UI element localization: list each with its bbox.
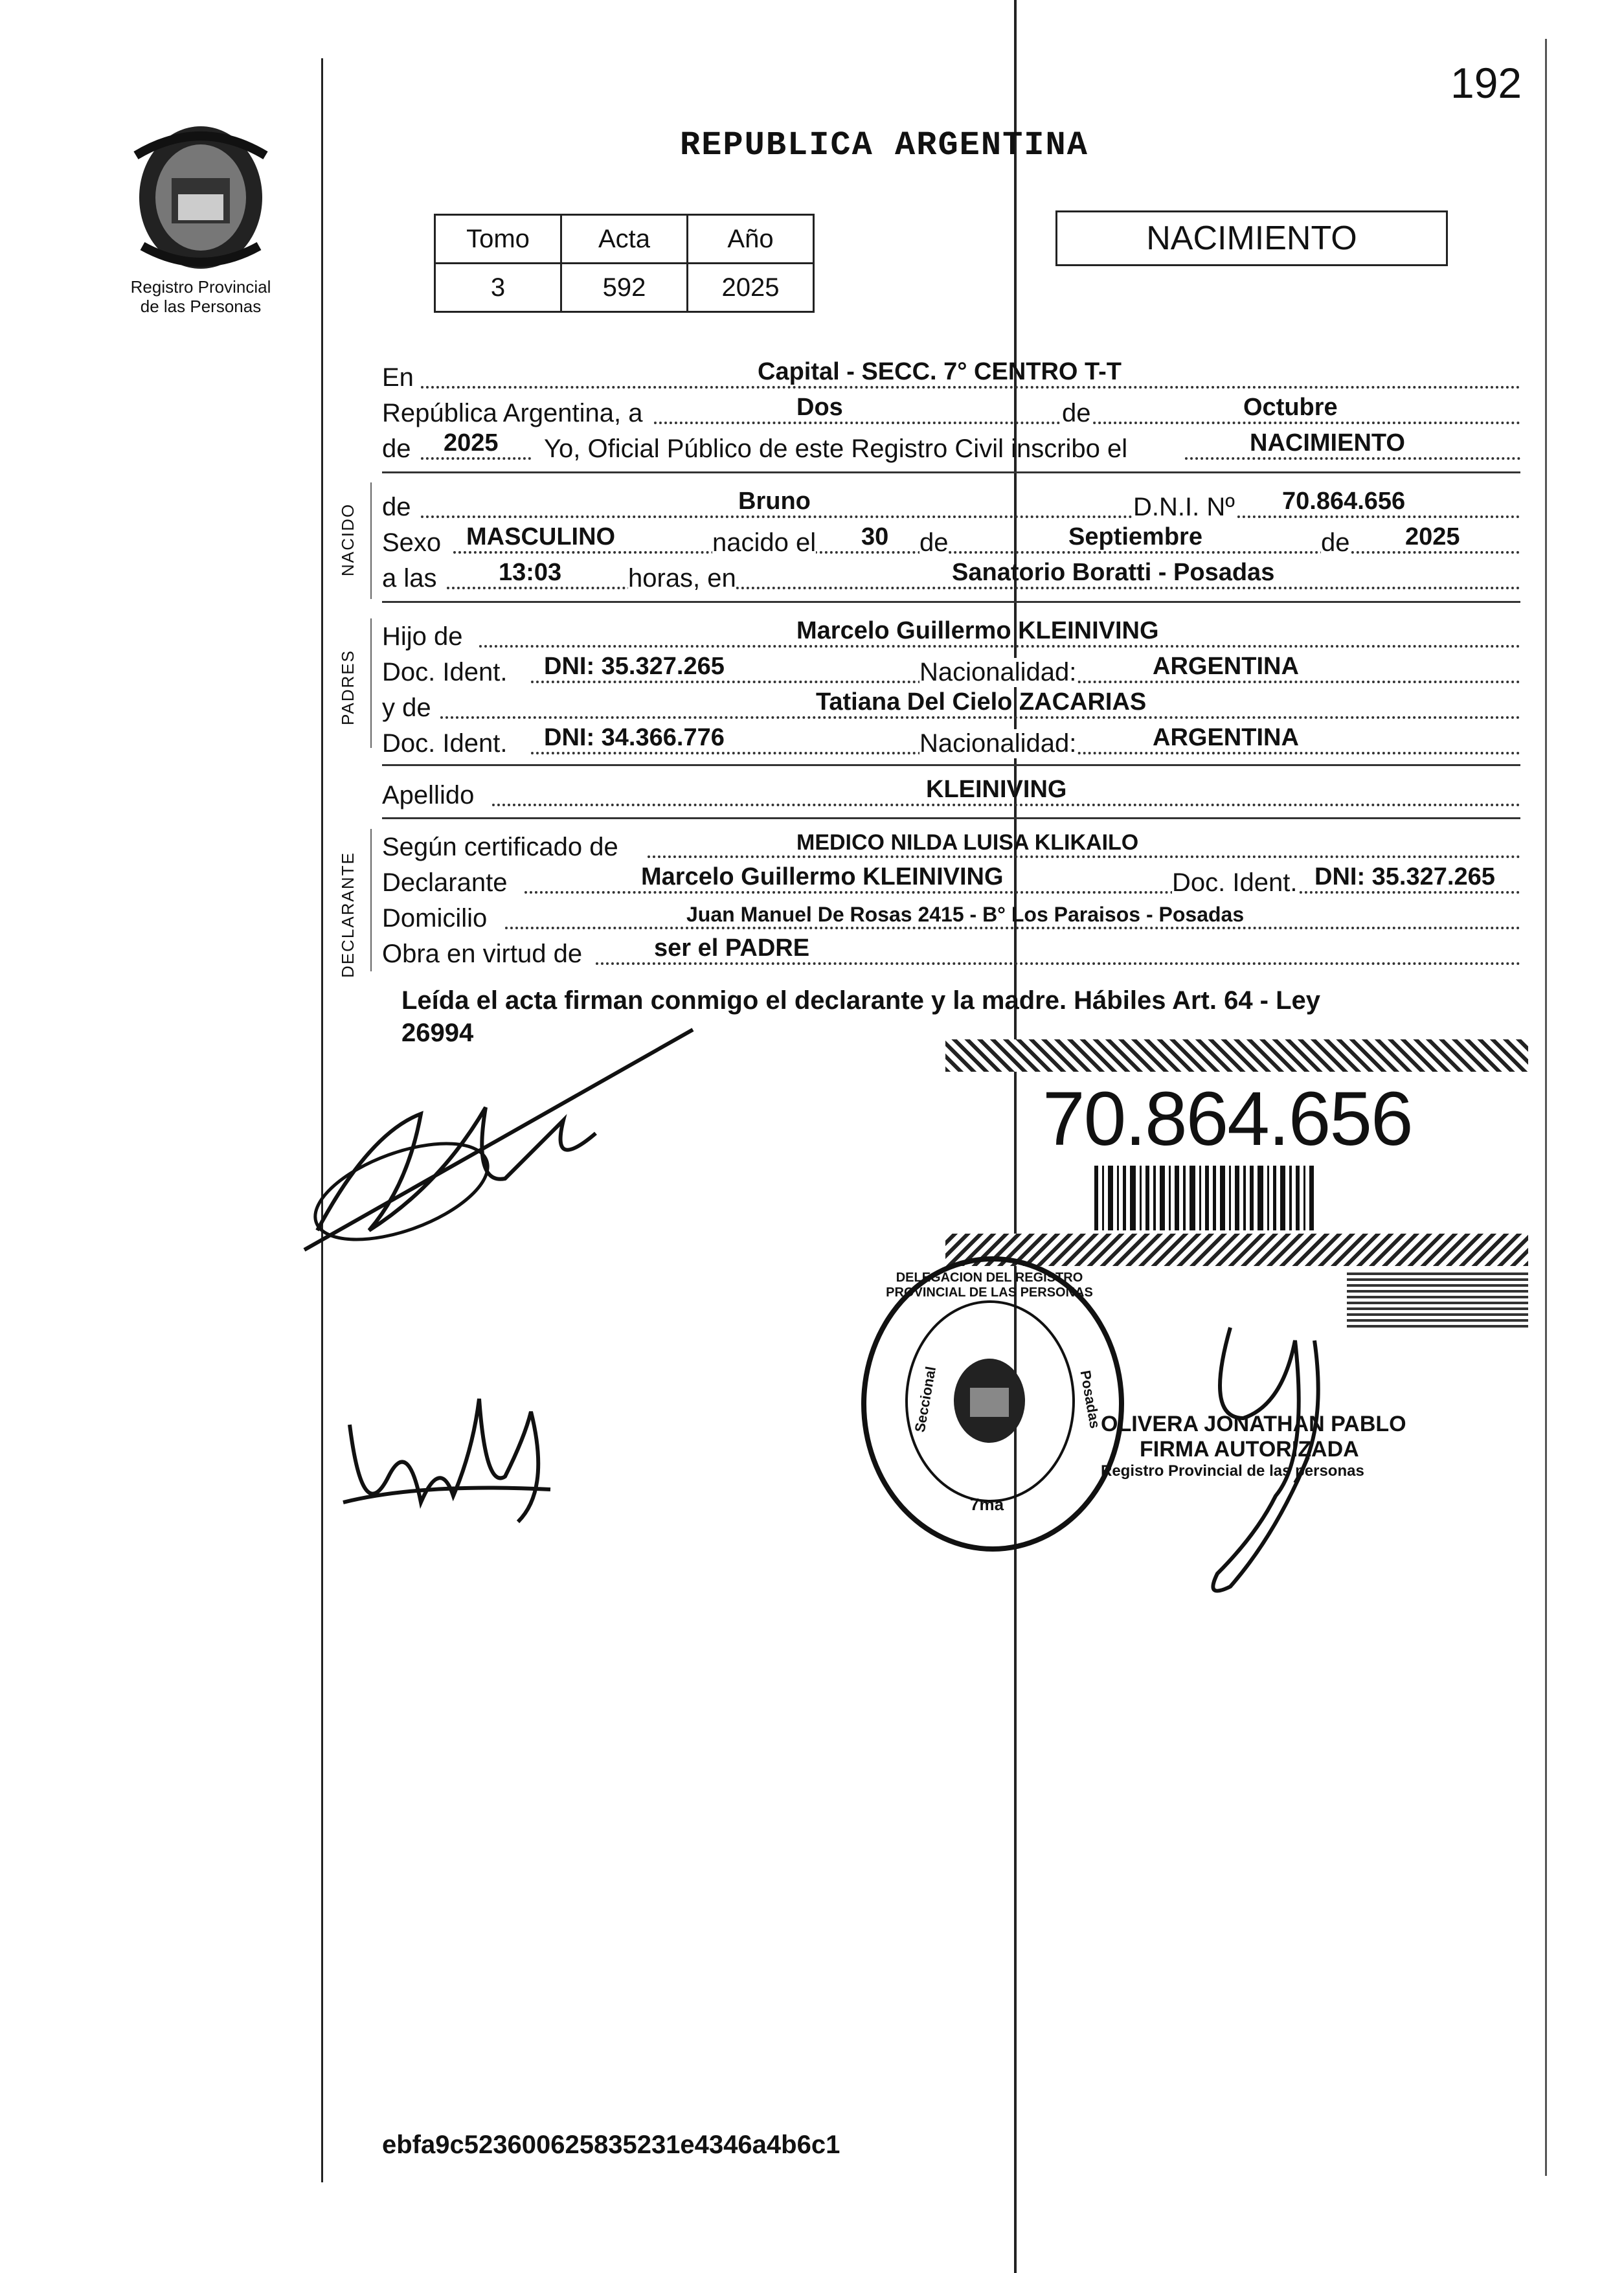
row-obra (382, 933, 1520, 971)
label-horas-en: horas, en (628, 564, 736, 593)
value-dni: 70.864.656 (1282, 488, 1406, 515)
divider (382, 471, 1520, 473)
dots (524, 891, 1520, 894)
dots (440, 716, 1520, 719)
value-padre-nac: ARGENTINA (1153, 653, 1299, 680)
label-sexo: Sexo (382, 528, 442, 557)
declarante-bracket (370, 829, 372, 971)
value-madre: Tatiana Del Cielo ZACARIAS (816, 688, 1147, 716)
label-nacido-el: nacido el (712, 528, 817, 557)
stamp-inner-right: Posadas (1077, 1369, 1103, 1430)
label-de3: de (919, 528, 949, 557)
table-value-anio: 2025 (688, 264, 814, 312)
closing-line1: Leída el acta firman conmigo el declarante y la madre. Hábiles Art. 64 - Ley (401, 986, 1321, 1015)
record-table (434, 214, 815, 313)
label-doc-ident: Doc. Ident. (382, 658, 508, 686)
label-yo-oficial: Yo, Oficial Público de este Registro Civil inscribo el (544, 435, 1128, 463)
table-header-tomo: Tomo (435, 215, 561, 264)
table-header-acta: Acta (561, 215, 688, 264)
value-anio-registro: 2025 (444, 429, 499, 457)
divider (382, 817, 1520, 819)
value-hora: 13:03 (499, 559, 562, 586)
label-de: de (1062, 399, 1091, 427)
value-lugar-nacimiento: Sanatorio Boratti - Posadas (952, 559, 1275, 586)
row-apellido (382, 774, 1520, 813)
barcode (1094, 1166, 1405, 1230)
value-nacido-anio: 2025 (1405, 523, 1460, 550)
value-padre-doc: DNI: 35.327.265 (544, 653, 725, 680)
label-decl-doc: Doc. Ident. (1172, 868, 1298, 897)
official-block (1101, 1412, 1406, 1480)
label-segun-certificado: Según certificado de (382, 833, 618, 861)
dots (505, 927, 1520, 929)
dots (479, 645, 1520, 648)
dots (421, 457, 531, 460)
divider (382, 764, 1520, 766)
record-type-box (1055, 210, 1448, 266)
security-pattern-bottom (945, 1234, 1528, 1266)
province-logo (117, 117, 285, 278)
value-inscribe: NACIMIENTO (1250, 429, 1405, 457)
dots (447, 587, 1520, 589)
row-padre (382, 615, 1520, 654)
section-label-padres: PADRES (338, 650, 357, 725)
right-edge-line (1545, 39, 1547, 2176)
row-nombre (382, 486, 1520, 525)
table-header-anio: Año (688, 215, 814, 264)
value-apellido: KLEINIVING (926, 776, 1067, 803)
logo-caption-line1: Registro Provincial (130, 277, 271, 297)
label-declarante: Declarante (382, 868, 508, 897)
dots (421, 386, 1520, 389)
label-nacionalidad: Nacionalidad: (919, 658, 1077, 686)
label-a-las: a las (382, 564, 437, 593)
label-doc-ident-madre: Doc. Ident. (382, 729, 508, 758)
row-en (382, 356, 1520, 395)
row-inscripcion (382, 427, 1520, 466)
label-republica: República Argentina, a (382, 399, 643, 427)
dots (1185, 457, 1520, 460)
table-value-tomo: 3 (435, 264, 561, 312)
label-de2: de (382, 435, 411, 463)
page-number: 192 (1450, 59, 1522, 107)
value-nacido-mes: Septiembre (1068, 523, 1202, 550)
row-certificado (382, 826, 1520, 865)
padres-bracket (370, 618, 372, 748)
record-type: NACIMIENTO (1146, 220, 1357, 257)
dots (421, 515, 1520, 518)
row-domicilio (382, 897, 1520, 936)
value-nombre: Bruno (738, 488, 811, 515)
row-declarante (382, 861, 1520, 900)
label-dni: D.N.I. Nº (1133, 493, 1235, 521)
value-sexo: MASCULINO (466, 523, 616, 550)
closing-line2: 26994 (401, 1019, 474, 1047)
value-nacido-dia: 30 (861, 523, 889, 550)
document-title: REPUBLICA ARGENTINA (680, 126, 1088, 164)
label-en: En (382, 363, 414, 392)
dots (453, 551, 1520, 554)
document-hash: ebfa9c523600625835231e4346a4b6c1 (382, 2131, 840, 2159)
row-padre-doc (382, 651, 1520, 690)
official-office: Registro Provincial de las personas (1101, 1462, 1364, 1480)
value-madre-doc: DNI: 34.366.776 (544, 724, 725, 751)
label-apellido: Apellido (382, 781, 475, 809)
value-decl-doc: DNI: 35.327.265 (1314, 863, 1495, 890)
section-label-declarante: DECLARANTE (338, 852, 357, 978)
row-fecha (382, 392, 1520, 431)
value-madre-nac: ARGENTINA (1153, 724, 1299, 751)
divider (382, 601, 1520, 603)
province-seal-icon (117, 117, 285, 278)
nacido-bracket (370, 482, 372, 599)
stamp-seal-icon (947, 1352, 1032, 1449)
label-nacionalidad-madre: Nacionalidad: (919, 729, 1077, 758)
label-obra-en-virtud: Obra en virtud de (382, 940, 583, 968)
logo-caption-line2: de las Personas (140, 297, 262, 316)
value-dia: Dos (796, 394, 843, 421)
label-domicilio: Domicilio (382, 904, 488, 933)
row-sexo (382, 521, 1520, 560)
label-hijo-de: Hijo de (382, 622, 463, 651)
value-certificado: MEDICO NILDA LUISA KLIKAILO (796, 830, 1139, 855)
fold-line (1014, 0, 1017, 2273)
table-value-acta: 592 (561, 264, 688, 312)
value-padre: Marcelo Guillermo KLEINIVING (796, 617, 1159, 644)
value-obra: ser el PADRE (654, 934, 810, 962)
row-madre-doc (382, 722, 1520, 761)
label-de-nombre: de (382, 493, 411, 521)
official-stamp (861, 1256, 1124, 1552)
row-hora (382, 557, 1520, 596)
stamp-inner-bottom: 7ma (970, 1495, 1004, 1514)
row-madre (382, 686, 1520, 725)
security-number: 70.864.656 (1043, 1076, 1412, 1162)
value-declarante: Marcelo Guillermo KLEINIVING (641, 863, 1004, 890)
dots (648, 855, 1520, 858)
official-title: FIRMA AUTORIZADA (1140, 1437, 1359, 1462)
security-pattern-top (945, 1039, 1528, 1072)
value-lugar-registro: Capital - SECC. 7° CENTRO T-T (758, 358, 1122, 385)
stamp-inner-left: Seccional (911, 1365, 940, 1434)
mother-signature-icon (324, 1360, 583, 1554)
dots (492, 804, 1520, 806)
stamp-ring-text: DELEGACION DEL REGISTRO PROVINCIAL DE LAS PERSONAS (886, 1271, 1093, 1300)
value-mes: Octubre (1243, 394, 1338, 421)
section-label-nacido: NACIDO (338, 503, 357, 576)
dots (596, 962, 1520, 965)
value-domicilio: Juan Manuel De Rosas 2415 - B° Los Paraisos - Posadas (686, 903, 1245, 926)
logo-caption (97, 277, 304, 316)
official-name: OLIVERA JONATHAN PABLO (1101, 1412, 1406, 1436)
label-y-de: y de (382, 694, 431, 722)
label-de4: de (1321, 528, 1350, 557)
declarant-signature-icon (291, 1017, 712, 1276)
